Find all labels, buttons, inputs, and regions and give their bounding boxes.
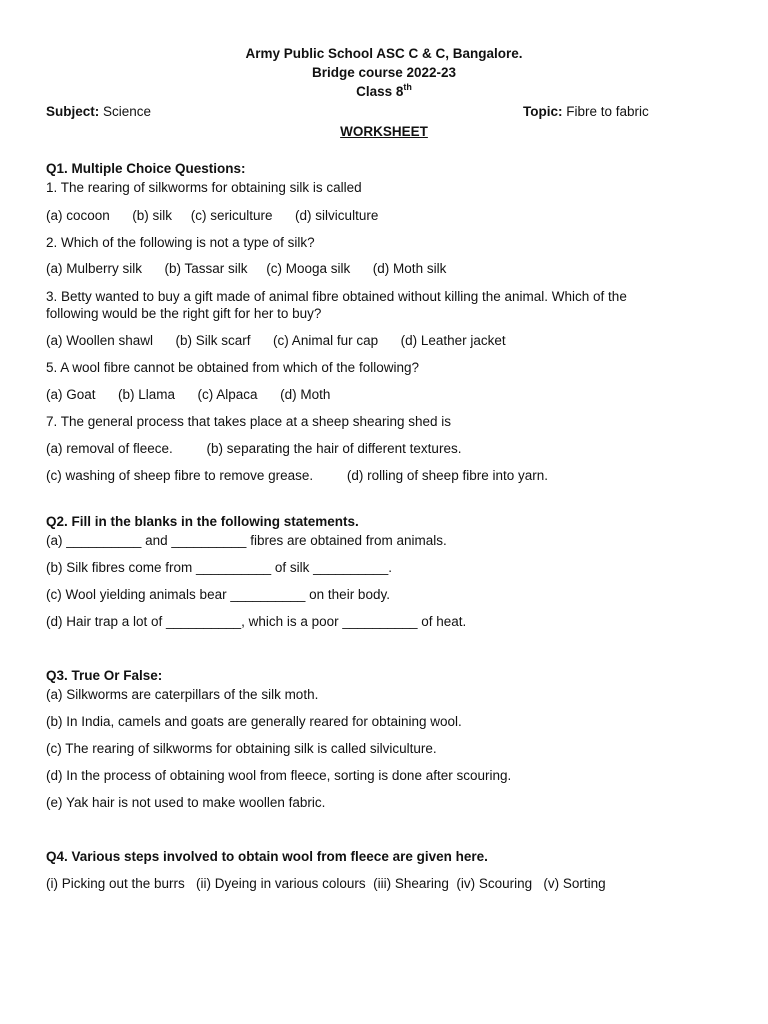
class-heading: [0, 83, 768, 100]
class-text: Class 8: [356, 84, 404, 99]
topic-value: Fibre to fabric: [566, 104, 649, 119]
q2-line: (d) Hair trap a lot of __________, which is a poor __________ of heat.: [46, 614, 467, 629]
q1-title: Q1. Multiple Choice Questions:: [46, 161, 246, 176]
q1-line: (a) cocoon (b) silk (c) sericulture (d) silviculture: [46, 208, 379, 223]
q3-line: (d) In the process of obtaining wool from fleece, sorting is done after scouring.: [46, 768, 512, 783]
q1-line: (a) Woollen shawl (b) Silk scarf (c) Animal fur cap (d) Leather jacket: [46, 333, 506, 348]
q3-line: (a) Silkworms are caterpillars of the silk moth.: [46, 687, 319, 702]
q3-line: (b) In India, camels and goats are generally reared for obtaining wool.: [46, 714, 462, 729]
q1-line: 3. Betty wanted to buy a gift made of animal fibre obtained without killing the animal. Which of the: [46, 289, 627, 304]
q1-line: following would be the right gift for her to buy?: [46, 306, 322, 321]
worksheet-heading: WORKSHEET: [340, 124, 428, 139]
q3-line: (c) The rearing of silkworms for obtaining silk is called silviculture.: [46, 741, 437, 756]
subject-line: [46, 103, 151, 120]
q1-line: 7. The general process that takes place at a sheep shearing shed is: [46, 414, 452, 429]
q1-line: 2. Which of the following is not a type of silk?: [46, 235, 315, 250]
q1-line: 1. The rearing of silkworms for obtaining silk is called: [46, 180, 362, 195]
q2-line: (c) Wool yielding animals bear __________ on their body.: [46, 587, 390, 602]
q1-line: (c) washing of sheep fibre to remove grease. (d) rolling of sheep fibre into yarn.: [46, 468, 548, 483]
q1-line: 5. A wool fibre cannot be obtained from which of the following?: [46, 360, 419, 375]
q3-title: Q3. True Or False:: [46, 668, 163, 683]
course-title: Bridge course 2022-23: [311, 65, 457, 80]
class-superscript: th: [403, 82, 412, 92]
school-name: Army Public School ASC C & C, Bangalore.: [245, 46, 523, 61]
q1-line: (a) Goat (b) Llama (c) Alpaca (d) Moth: [46, 387, 331, 402]
q2-title: Q2. Fill in the blanks in the following statements.: [46, 514, 359, 529]
q2-line: (a) __________ and __________ fibres are obtained from animals.: [46, 533, 447, 548]
q2-line: (b) Silk fibres come from __________ of silk __________.: [46, 560, 392, 575]
topic-label: Topic:: [523, 104, 563, 119]
subject-label: Subject:: [46, 104, 100, 119]
topic-line: [523, 103, 649, 120]
q3-line: (e) Yak hair is not used to make woollen fabric.: [46, 795, 326, 810]
q1-line: (a) removal of fleece. (b) separating the hair of different textures.: [46, 441, 462, 456]
q4-line: (i) Picking out the burrs (ii) Dyeing in various colours (iii) Shearing (iv) Scouring (v) Sorting: [46, 876, 606, 891]
q1-line: (a) Mulberry silk (b) Tassar silk (c) Mooga silk (d) Moth silk: [46, 261, 447, 276]
subject-value: Science: [103, 104, 152, 119]
q4-title: Q4. Various steps involved to obtain wool from fleece are given here.: [46, 849, 488, 864]
